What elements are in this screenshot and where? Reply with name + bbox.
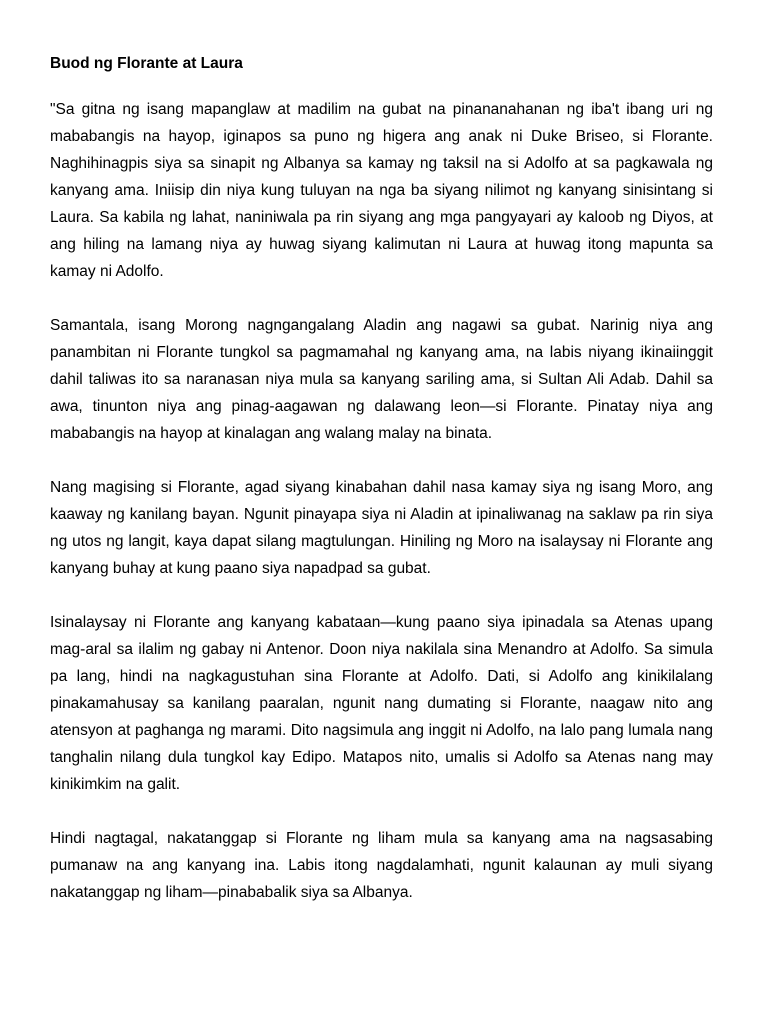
document-title: Buod ng Florante at Laura: [50, 55, 243, 72]
paragraph-5: Hindi nagtagal, nakatanggap si Florante ng liham mula sa kanyang ama na nagsasabing pumanaw na ang kanyang ina. Labis itong nagdalamhati, ngunit kalaunan ay muli siyang nakatanggap ng liham—pinababalik siya sa Albanya.: [50, 830, 713, 901]
paragraph-2: Samantala, isang Morong nagngangalang Aladin ang nagawi sa gubat. Narinig niya ang panambitan ni Florante tungkol sa pagmamahal ng kanyang ama, na labis niyang ikinaiinggit dahil taliwas ito sa naranasan niya mula sa kanyang sariling ama, si Sultan Ali Adab. Dahil sa awa, tinunton niya ang pinag-aagawan ng dalawang leon—si Florante. Pinatay niya ang mababangis na hayop at kinalagan ang walang malay na binata.: [50, 317, 713, 442]
paragraph-3: Nang magising si Florante, agad siyang kinabahan dahil nasa kamay siya ng isang Moro, ang kaaway ng kanilang bayan. Ngunit pinayapa siya ni Aladin at ipinaliwanag na saklaw pa rin siya ng utos ng langit, kaya dapat silang magtulungan. Hiniling ng Moro na isalaysay ni Florante ang kanyang buhay at kung paano siya napadpad sa gubat.: [50, 479, 713, 577]
paragraph-4: Isinalaysay ni Florante ang kanyang kabataan—kung paano siya ipinadala sa Atenas upang mag-aral sa ilalim ng gabay ni Antenor. Doon niya nakilala sina Menandro at Adolfo. Sa simula pa lang, hindi na nagkagustuhan sina Florante at Adolfo. Dati, si Adolfo ang kinikilalang pinakamahusay sa kanilang paaralan, ngunit nang dumating si Florante, naagaw nito ang atensyon at paghanga ng marami. Dito nagsimula ang inggit ni Adolfo, na lalo pang lumala nang tanghalin nilang dula tungkol kay Edipo. Matapos nito, umalis si Adolfo sa Atenas nang may kinikimkim na galit.: [50, 614, 713, 793]
paragraph-1: "Sa gitna ng isang mapanglaw at madilim na gubat na pinananahanan ng iba't ibang uri ng mababangis na hayop, iginapos sa puno ng higera ang anak ni Duke Briseo, si Florante. Naghihinagpis siya sa sinapit ng Albanya sa kamay ng taksil na si Adolfo at sa pagkawala ng kanyang ama. Iniisip din niya kung tuluyan na nga ba siyang nilimot ng kanyang sinisintang si Laura. Sa kabila ng lahat, naniniwala pa rin siyang ang mga pangyayari ay kaloob ng Diyos, at ang hiling na lamang niya ay huwag siyang kalimutan ni Laura at huwag itong mapunta sa kamay ni Adolfo.: [50, 101, 713, 280]
document-page: [50, 52, 713, 906]
